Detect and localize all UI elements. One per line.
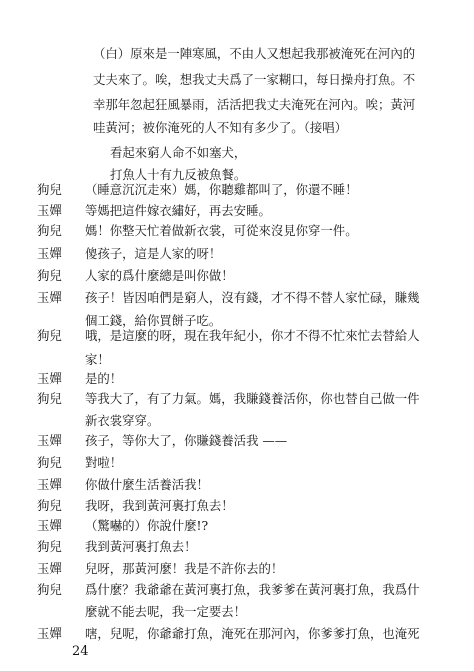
dialogue-line: 等我大了，有了力氣。媽，我賺錢養活你，你也替自己做一件 [85,391,420,406]
speaker-name: 玉嬋 [37,626,62,641]
dialogue-line: 你做什麼生活養活我！ [85,477,209,492]
narration-line: 丈夫來了。唉，想我丈夫爲了一家糊口，每日操舟打魚。不 [93,72,416,87]
speaker-name: 玉嬋 [37,371,62,386]
speaker-name: 玉嬋 [37,433,62,448]
speaker-name: 狗兒 [37,268,62,283]
dialogue-line: 兒呀，那黃河麼！我是不許你去的！ [85,561,284,576]
narration-line: 幸那年忽起狂風暴雨，活活把我丈夫淹死在河內。唉；黃河 [93,97,416,112]
dialogue-line: 麼就不能去呢，我一定要去！ [85,604,247,619]
speaker-name: 玉嬋 [37,246,62,261]
speaker-name: 玉嬋 [37,290,62,305]
dialogue-line: 是的！ [85,371,123,386]
speaker-name: 狗兒 [37,182,62,197]
page-number: 24 [72,644,89,659]
dialogue-line: 傻孩子，這是人家的呀！ [85,246,222,261]
dialogue-line: 等媽把這件嫁衣繡好，再去安睡。 [85,203,271,218]
dialogue-line: 嗐，兒呢，你爺爺打魚，淹死在那河內，你爹爹打魚，也淹死 [85,626,420,641]
dialogue-line: 家！ [85,352,110,367]
dialogue-line: （驚嚇的）你說什麼!? [85,518,209,533]
dialogue-line: 對啦！ [85,455,123,470]
speaker-name: 玉嬋 [37,477,62,492]
speaker-name: 狗兒 [37,539,62,554]
dialogue-line: 孩子！皆因咱們是窮人，沒有錢，才不得不替人家忙碌，賺幾 [85,290,420,305]
speaker-name: 狗兒 [37,582,62,597]
speaker-name: 玉嬋 [37,518,62,533]
narration-line: 看起來窮人命不如塞犬， [110,145,247,160]
dialogue-line: 人家的爲什麼總是叫你做！ [85,268,234,283]
speaker-name: 狗兒 [37,391,62,406]
dialogue-line: 個工錢，給你買餅子吃。 [85,313,222,328]
speaker-name: 狗兒 [37,498,62,513]
dialogue-line: 哦，是這麼的呀，現在我年紀小，你才不得不忙來忙去替給人 [85,328,420,343]
dialogue-line: 媽！你整天忙着做新衣裳，可從來沒見你穿一件。 [85,223,358,238]
dialogue-line: 我呀，我到黃河裏打魚去！ [85,498,234,513]
narration-line: 打魚人十有九反被魚餐。 [110,167,247,182]
narration-line: 哇黃河；被你淹死的人不知有多少了。（接唱） [93,120,348,135]
dialogue-line: 我到黃河裏打魚去！ [85,539,197,554]
dialogue-line: 孩子，等你大了，你賺錢養活我 —— [85,433,288,448]
speaker-name: 玉嬋 [37,561,62,576]
dialogue-line: （睡意沉沉走來）媽，你聽雞都叫了，你還不睡！ [85,182,358,197]
speaker-name: 狗兒 [37,223,62,238]
dialogue-line: 爲什麼？我爺爺在黃河裏打魚，我爹爹在黃河裏打魚，我爲什 [85,582,420,597]
speaker-name: 狗兒 [37,455,62,470]
narration-line: （白）原來是一陣寒風，不由人又想起我那被淹死在河內的 [93,46,416,61]
speaker-name: 玉嬋 [37,203,62,218]
dialogue-line: 新衣裳穿穿。 [85,413,160,428]
speaker-name: 狗兒 [37,328,62,343]
